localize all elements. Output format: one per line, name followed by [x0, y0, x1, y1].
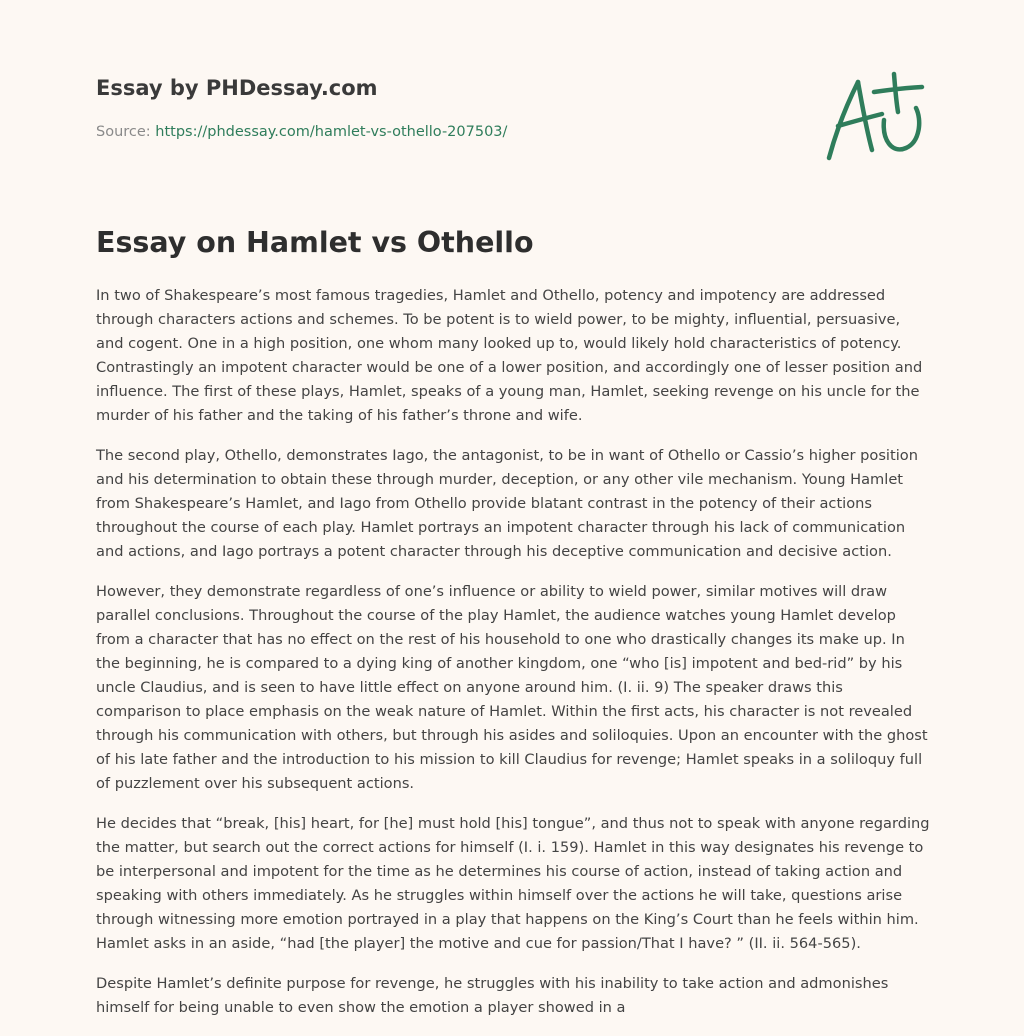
essay-title: Essay on Hamlet vs Othello	[96, 226, 534, 259]
essay-paragraph: He decides that “break, [his] heart, for [he] must hold [his] tongue”, and thus not to speak with anyone regarding the matter, but search out the correct actions for himself (I. i. 159). Hamlet in this way designates his revenge to be interpersonal and impotent for the time as he determines his course of action, instead of taking action and speaking with others immediately. As he struggles within himself over the actions he will take, questions arise through witnessing more emotion portrayed in a play that happens on the King’s Court than he feels within him. Hamlet asks in an aside, “had [the player] the motive and cue for passion/That I have? ” (II. ii. 564-565).	[96, 815, 930, 952]
essay-body	[96, 284, 930, 1036]
source-link[interactable]: https://phdessay.com/hamlet-vs-othello-207503/	[155, 124, 508, 140]
essay-paragraph: However, they demonstrate regardless of one’s influence or ability to wield power, similar motives will draw parallel conclusions. Throughout the course of the play Hamlet, the audience watches young Hamlet develop from a character that has no effect on the rest of his household to one who drastically changes its make up. In the beginning, he is compared to a dying king of another kingdom, one “who [is] impotent and bed-rid” by his uncle Claudius, and is seen to have little effect on anyone around him. (I. ii. 9) The speaker draws this comparison to place emphasis on the weak nature of Hamlet. Within the first acts, his character is not revealed through his communication with others, but through his asides and soliloquies. Upon an encounter with the ghost of his late father and the introduction to his mission to kill Claudius for revenge; Hamlet speaks in a soliloquy full of puzzlement over his subsequent actions.	[96, 583, 928, 792]
site-title: Essay by PHDessay.com	[96, 76, 378, 100]
essay-paragraph: The second play, Othello, demonstrates Iago, the antagonist, to be in want of Othello or Cassio’s higher position and his determination to obtain these through murder, deception, or any other vile mechanism. Young Hamlet from Shakespeare’s Hamlet, and Iago from Othello provide blatant contrast in the potency of their actions throughout the course of each play. Hamlet portrays an impotent character through his lack of communication and actions, and Iago portrays a potent character through his deceptive communication and decisive action.	[96, 447, 918, 560]
a-plus-logo-icon	[822, 70, 926, 162]
source-line	[96, 124, 507, 140]
essay-paragraph: Despite Hamlet’s definite purpose for revenge, he struggles with his inability to take action and admonishes himself for being unable to even show the emotion a player showed in a	[96, 975, 889, 1016]
essay-paragraph: In two of Shakespeare’s most famous tragedies, Hamlet and Othello, potency and impotency are addressed through characters actions and schemes. To be potent is to wield power, to be mighty, influential, persuasive, and cogent. One in a high position, one whom many looked up to, would likely hold characteristics of potency. Contrastingly an impotent character would be one of a lower position, and accordingly one of lesser position and influence. The first of these plays, Hamlet, speaks of a young man, Hamlet, seeking revenge on his uncle for the murder of his father and the taking of his father’s throne and wife.	[96, 287, 923, 424]
source-label: Source:	[96, 124, 151, 140]
